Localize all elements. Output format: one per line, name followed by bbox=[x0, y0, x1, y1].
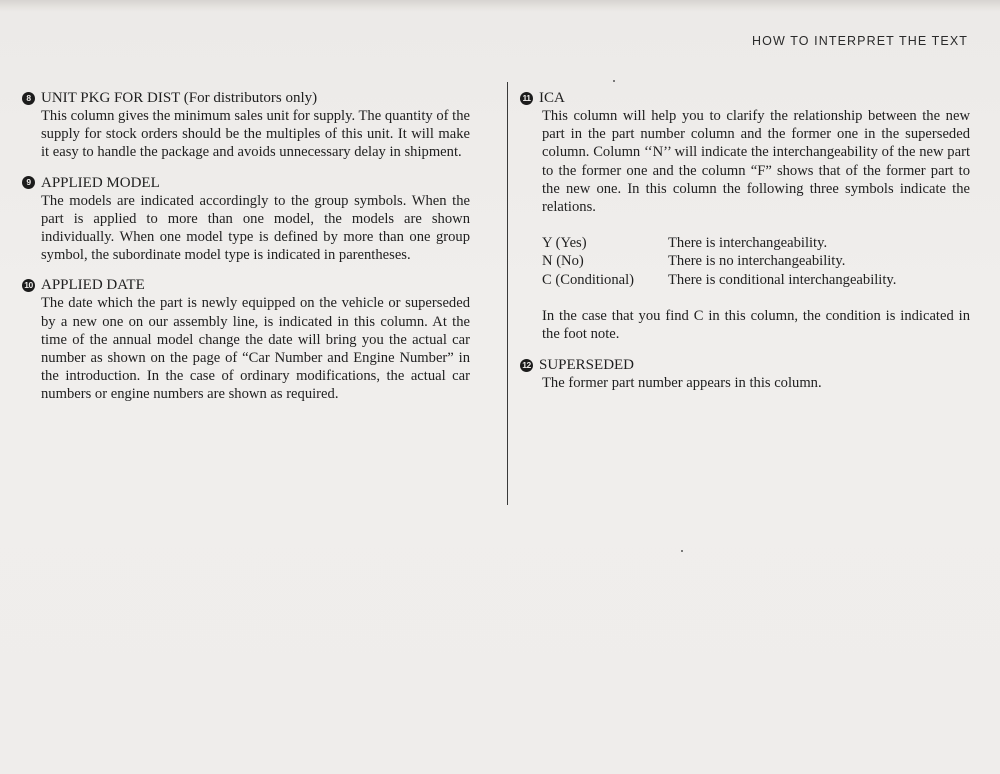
symbol-meaning: There is conditional interchangeability. bbox=[668, 271, 897, 288]
number-badge: 12 bbox=[520, 359, 533, 372]
section-body: The former part number appears in this column. bbox=[542, 375, 822, 392]
column-divider bbox=[507, 82, 508, 505]
table-row bbox=[542, 234, 970, 252]
section-applied-date bbox=[22, 276, 470, 403]
number-badge: 9 bbox=[22, 176, 35, 189]
left-column bbox=[22, 89, 470, 416]
page-header: HOW TO INTERPRET THE TEXT bbox=[752, 34, 968, 48]
section-applied-model bbox=[22, 174, 470, 265]
symbol-label: Y (Yes) bbox=[542, 235, 587, 252]
section-title: SUPERSEDED bbox=[539, 357, 635, 374]
section-heading bbox=[22, 174, 470, 192]
section-title: APPLIED MODEL bbox=[41, 174, 160, 191]
symbol-meaning: There is no interchangeability. bbox=[668, 253, 846, 270]
section-body: The date which the part is newly equipped on the vehicle or superseded by a new one on our assembly line, is indicated in this column. At the time of the annual model change the date will bring you the actual car number as shown on the page of “Car Number and Engine Number” in the introduction. In the case of ordinary modifications, the actual car numbers or engine numbers are shown as required. bbox=[41, 295, 470, 403]
ica-note: In the case that you find C in this column, the condition is indicated in the foot note. bbox=[542, 307, 970, 343]
page-top-shadow bbox=[0, 0, 1000, 12]
section-title: UNIT PKG FOR DIST (For distributors only) bbox=[41, 90, 318, 106]
section-title: APPLIED DATE bbox=[41, 277, 145, 294]
section-heading bbox=[22, 276, 470, 294]
right-column bbox=[520, 89, 970, 404]
section-body: This column will help you to clarify the relationship between the new part in the part number column and the former one in the superseded column. Column ‘‘N’’ will indicate the interchangeability of the new part to the former one and the column “F” shows that of the former part to the new one. In this column the following three symbols indicate the relations. bbox=[542, 108, 970, 216]
symbol-label: N (No) bbox=[542, 253, 584, 270]
section-superseded bbox=[520, 356, 970, 392]
number-badge: 10 bbox=[22, 279, 35, 292]
section-heading bbox=[22, 89, 470, 107]
section-body: This column gives the minimum sales unit for supply. The quantity of the supply for stock orders should be the multiples of this unit. It will make it easy to handle the package and avoids unnecessary delay in shipment. bbox=[41, 108, 470, 161]
table-row bbox=[542, 271, 970, 289]
section-unit-pkg bbox=[22, 89, 470, 162]
section-heading bbox=[520, 356, 970, 374]
paper-speck bbox=[681, 550, 683, 552]
symbol-label: C (Conditional) bbox=[542, 271, 635, 288]
section-title: ICA bbox=[539, 90, 565, 106]
interchangeability-table bbox=[542, 234, 970, 289]
number-badge: 8 bbox=[22, 92, 35, 105]
section-heading bbox=[520, 89, 970, 107]
number-badge: 11 bbox=[520, 92, 533, 105]
table-row bbox=[542, 252, 970, 270]
symbol-meaning: There is interchangeability. bbox=[668, 235, 828, 252]
paper-speck bbox=[613, 80, 615, 82]
section-ica bbox=[520, 89, 970, 343]
section-body: The models are indicated accordingly to the group symbols. When the part is applied to more than one model, the models are shown individually. When one model type is defined by more than one group symbol, the subordinate model type is indicated in parentheses. bbox=[41, 192, 470, 264]
